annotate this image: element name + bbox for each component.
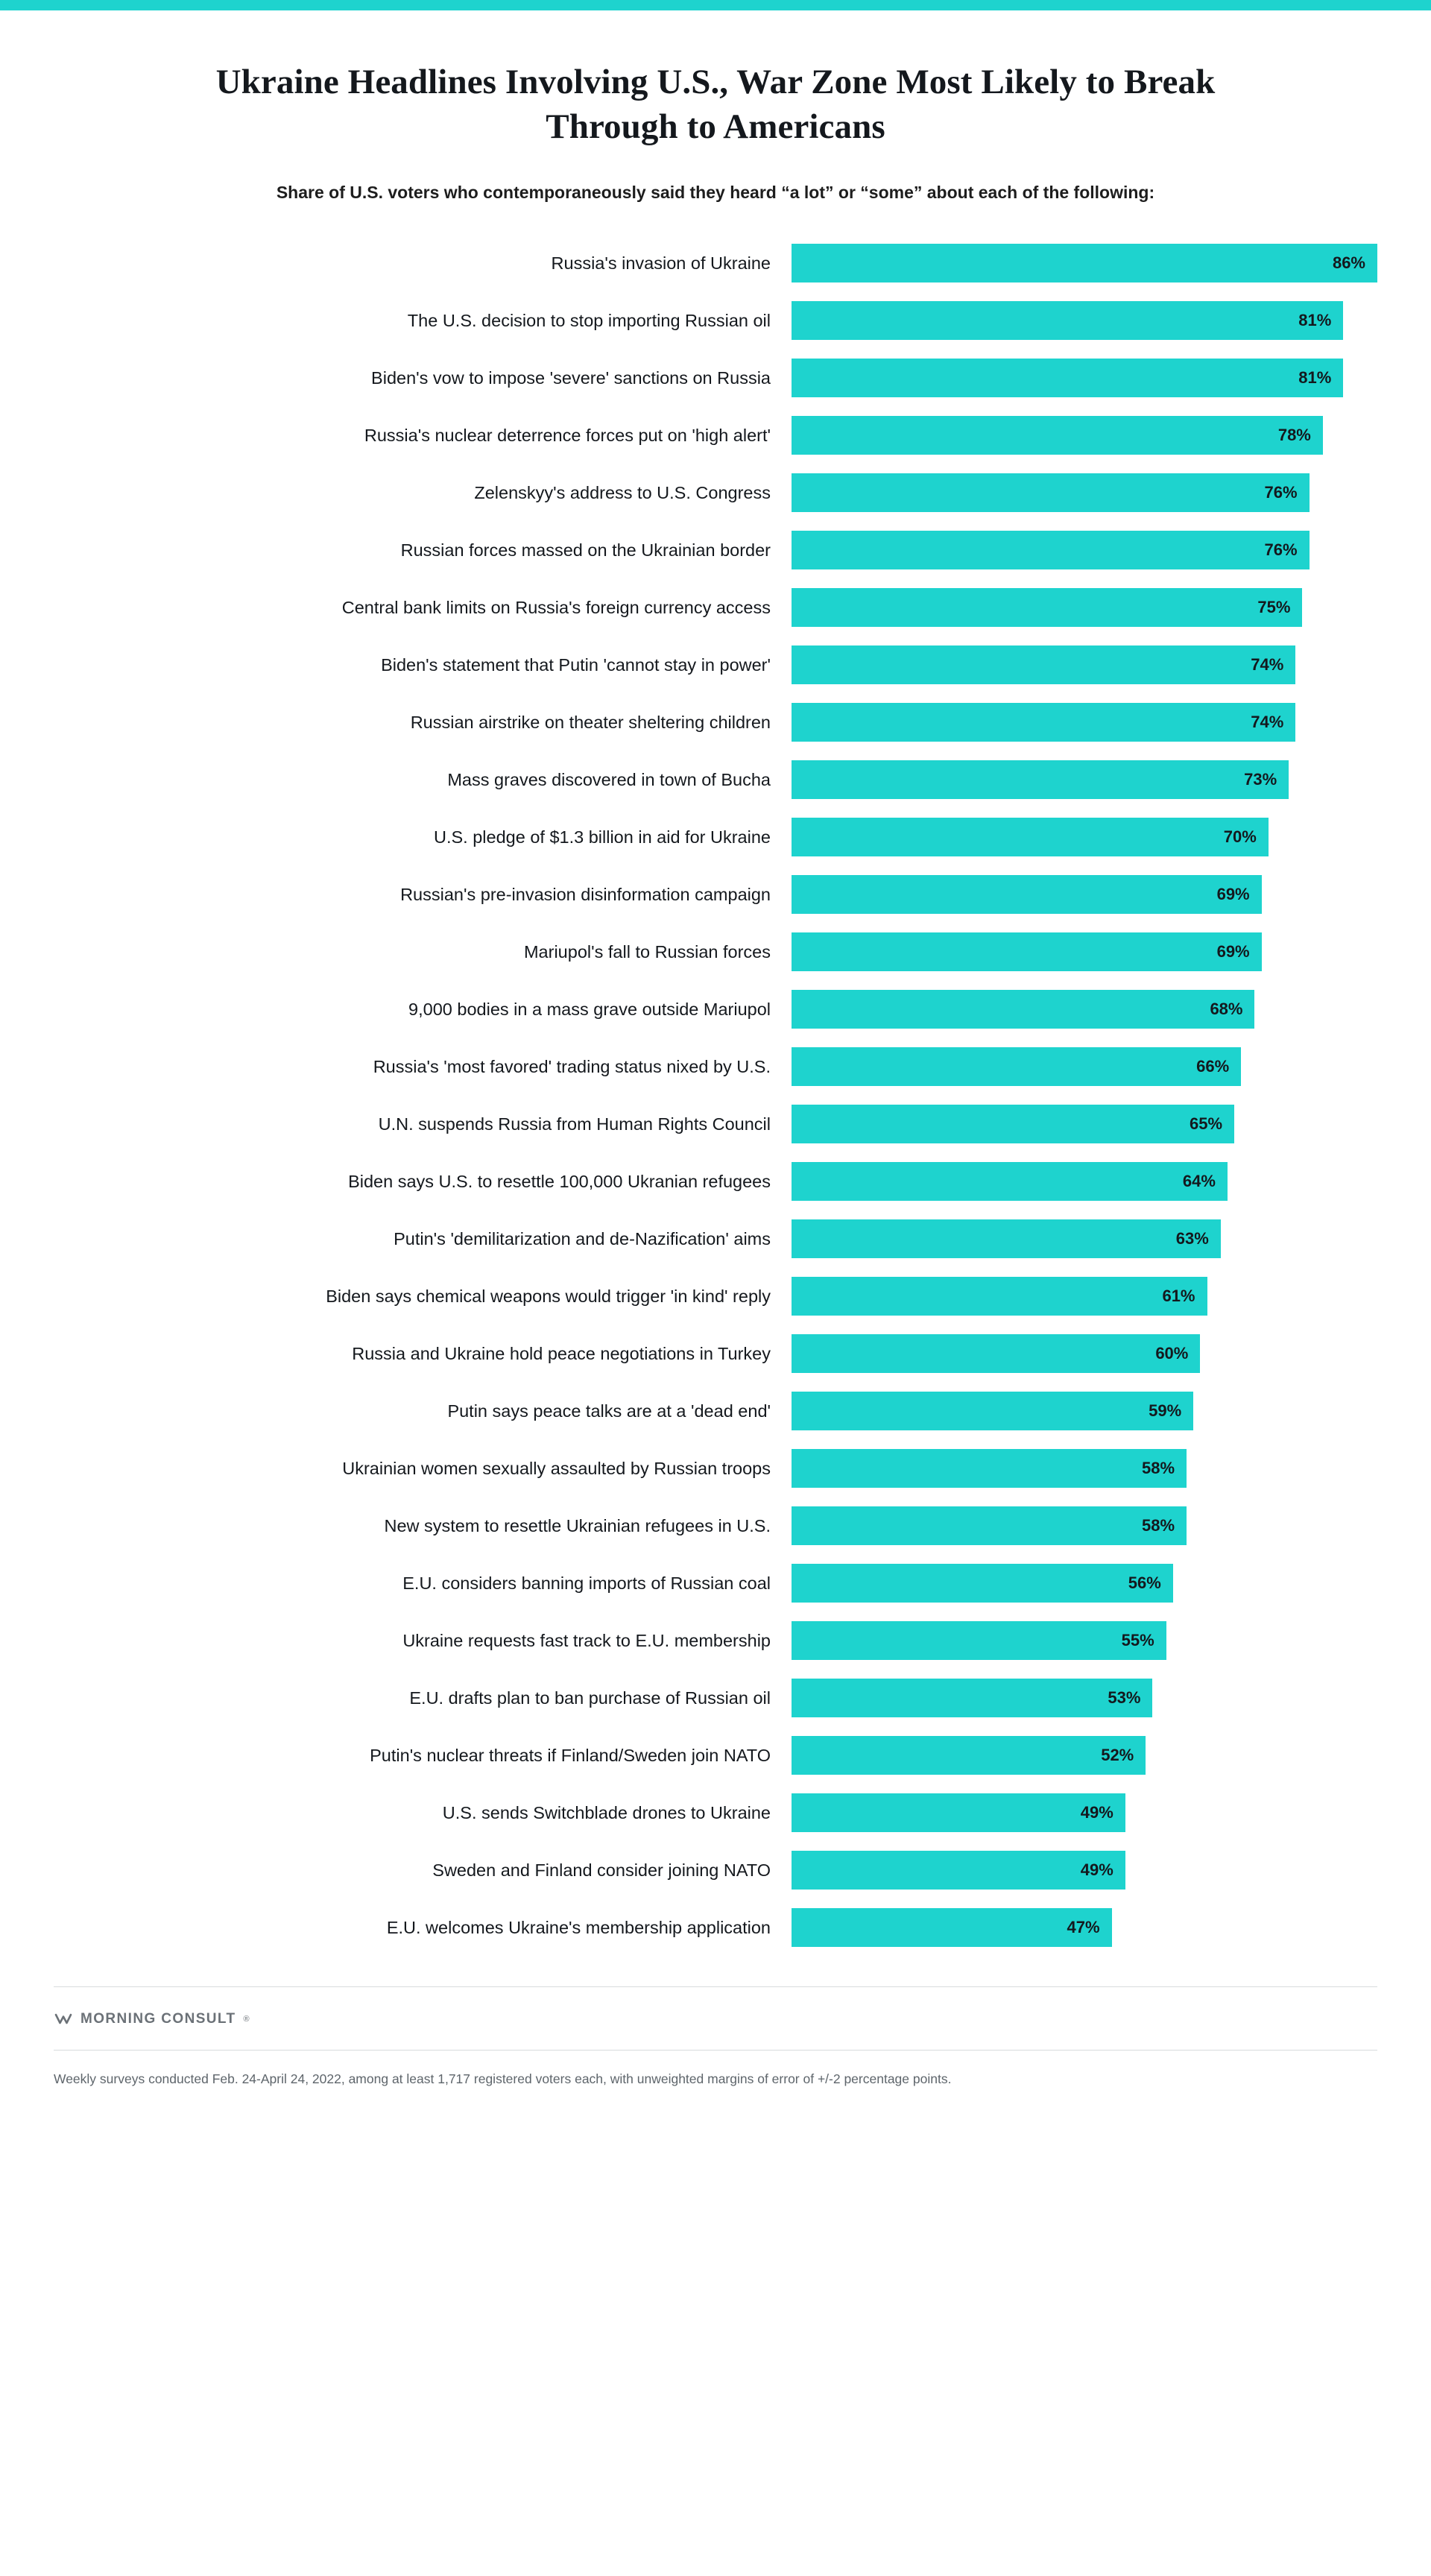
bar-category-label: U.N. suspends Russia from Human Rights Council [378, 1114, 771, 1134]
bar-track [792, 301, 1377, 340]
bar-value-label: 60% [1155, 1344, 1189, 1363]
chart-row [54, 1670, 1377, 1727]
bar-value-label: 74% [1251, 655, 1284, 675]
bar-category-label: Mass graves discovered in town of Bucha [447, 770, 771, 790]
bar-track [792, 244, 1377, 282]
bar [792, 1392, 1193, 1430]
bar [792, 588, 1302, 627]
bar-track [792, 1851, 1377, 1890]
bar-value-label: 70% [1223, 827, 1257, 847]
chart-row [54, 1612, 1377, 1670]
bar-track [792, 1506, 1377, 1545]
bar [792, 1851, 1125, 1890]
bar-track [792, 875, 1377, 914]
chart-row [54, 809, 1377, 866]
bar [792, 1506, 1187, 1545]
top-accent-rule [0, 0, 1431, 10]
bar [792, 244, 1377, 282]
bar-track [792, 818, 1377, 856]
chart-row [54, 235, 1377, 292]
bar-value-label: 65% [1190, 1114, 1223, 1134]
bar [792, 359, 1343, 397]
bar-track [792, 531, 1377, 569]
chart-row [54, 1497, 1377, 1555]
bar-value-label: 47% [1067, 1918, 1100, 1937]
bar-track [792, 1219, 1377, 1258]
bar [792, 301, 1343, 340]
chart-row [54, 981, 1377, 1038]
brand-trademark: ® [243, 2014, 250, 2024]
bar-track [792, 1047, 1377, 1086]
bar-value-label: 76% [1264, 483, 1298, 502]
chart-row [54, 292, 1377, 350]
bar-category-label: The U.S. decision to stop importing Russian oil [407, 311, 771, 331]
bar-value-label: 73% [1244, 770, 1277, 789]
chart-row [54, 866, 1377, 924]
bar [792, 818, 1269, 856]
bar-track [792, 760, 1377, 799]
bar [792, 473, 1310, 512]
bar-category-label: Putin says peace talks are at a 'dead end' [447, 1401, 771, 1421]
bar [792, 990, 1254, 1029]
bar-value-label: 49% [1080, 1860, 1113, 1880]
bar [792, 1334, 1200, 1373]
bar [792, 875, 1262, 914]
bar-category-label: Zelenskyy's address to U.S. Congress [474, 483, 771, 503]
bar-value-label: 74% [1251, 713, 1284, 732]
chart-footer [54, 1986, 1377, 2114]
bar-track [792, 1621, 1377, 1660]
bar-category-label: Mariupol's fall to Russian forces [523, 942, 771, 962]
bar-value-label: 56% [1128, 1573, 1161, 1593]
bar [792, 1219, 1221, 1258]
bar-category-label: Biden's statement that Putin 'cannot stay in power' [381, 655, 771, 675]
bar-category-label: Biden's vow to impose 'severe' sanctions on Russia [371, 368, 771, 388]
bar-category-label: 9,000 bodies in a mass grave outside Mariupol [408, 1000, 771, 1020]
bar [792, 1162, 1228, 1201]
bar-category-label: Putin's nuclear threats if Finland/Sweden join NATO [370, 1746, 771, 1766]
bar [792, 1105, 1234, 1143]
bar-value-label: 75% [1257, 598, 1291, 617]
bar-value-label: 86% [1332, 253, 1365, 273]
chart-row [54, 1038, 1377, 1096]
bar-category-label: Russia's 'most favored' trading status nixed by U.S. [373, 1057, 771, 1077]
bar-category-label: Russian airstrike on theater sheltering children [410, 713, 771, 733]
bar-value-label: 63% [1175, 1229, 1209, 1248]
chart-row [54, 751, 1377, 809]
bar-track [792, 1908, 1377, 1947]
bar [792, 416, 1323, 455]
bar-category-label: New system to resettle Ukrainian refugees in U.S. [384, 1516, 771, 1536]
bar-value-label: 58% [1142, 1459, 1175, 1478]
morning-consult-logo-icon [54, 2010, 73, 2029]
bar [792, 645, 1295, 684]
chart-row [54, 407, 1377, 464]
bar-track [792, 990, 1377, 1029]
chart-row [54, 1784, 1377, 1842]
bar-track [792, 1105, 1377, 1143]
bar-category-label: Putin's 'demilitarization and de-Nazification' aims [394, 1229, 771, 1249]
bar-category-label: E.U. drafts plan to ban purchase of Russian oil [409, 1688, 771, 1708]
chart-row [54, 1096, 1377, 1153]
bar-value-label: 81% [1298, 311, 1332, 330]
bar [792, 932, 1262, 971]
chart-row [54, 464, 1377, 522]
bar [792, 531, 1310, 569]
bar-category-label: Russia's nuclear deterrence forces put on 'high alert' [364, 426, 771, 446]
bar-track [792, 1449, 1377, 1488]
bar-track [792, 359, 1377, 397]
chart-row [54, 1842, 1377, 1899]
bar-category-label: E.U. welcomes Ukraine's membership application [386, 1918, 771, 1938]
bar-value-label: 55% [1121, 1631, 1154, 1650]
chart-row [54, 1383, 1377, 1440]
bar-chart [54, 235, 1377, 1957]
chart-page [0, 60, 1431, 2114]
chart-row [54, 350, 1377, 407]
bar-value-label: 64% [1182, 1172, 1216, 1191]
bar-track [792, 1392, 1377, 1430]
brand-name: MORNING CONSULT [80, 2010, 236, 2027]
chart-row [54, 1727, 1377, 1784]
bar [792, 1449, 1187, 1488]
bar [792, 1564, 1173, 1603]
bar-category-label: E.U. considers banning imports of Russian coal [402, 1573, 771, 1594]
bar-value-label: 68% [1210, 1000, 1243, 1019]
chart-row [54, 924, 1377, 981]
bar-category-label: Ukraine requests fast track to E.U. membership [402, 1631, 771, 1651]
bar-value-label: 53% [1108, 1688, 1141, 1708]
methodology-note: Weekly surveys conducted Feb. 24-April 24, 2022, among at least 1,717 registered voters each, with unweighted margins of error of +/-2 percentage points. [54, 2071, 952, 2086]
bar-value-label: 52% [1101, 1746, 1134, 1765]
bar-value-label: 61% [1162, 1287, 1195, 1306]
bar-value-label: 58% [1142, 1516, 1175, 1535]
bar [792, 1908, 1112, 1947]
bar-category-label: Russia and Ukraine hold peace negotiations in Turkey [352, 1344, 771, 1364]
bar [792, 1793, 1125, 1832]
bar-category-label: Russian forces massed on the Ukrainian border [400, 540, 771, 561]
chart-row [54, 1899, 1377, 1957]
bar-value-label: 69% [1216, 885, 1250, 904]
chart-row [54, 694, 1377, 751]
bar-category-label: U.S. pledge of $1.3 billion in aid for Ukraine [434, 827, 771, 847]
chart-row [54, 1440, 1377, 1497]
bar [792, 1736, 1146, 1775]
bar-category-label: Biden says U.S. to resettle 100,000 Ukranian refugees [348, 1172, 771, 1192]
chart-row [54, 637, 1377, 694]
bar-category-label: U.S. sends Switchblade drones to Ukraine [442, 1803, 771, 1823]
bar-track [792, 1736, 1377, 1775]
bar-value-label: 66% [1196, 1057, 1230, 1076]
chart-row [54, 1555, 1377, 1612]
bar-category-label: Central bank limits on Russia's foreign currency access [341, 598, 771, 618]
bar-category-label: Ukrainian women sexually assaulted by Russian troops [342, 1459, 771, 1479]
bar [792, 1047, 1241, 1086]
page-title: Ukraine Headlines Involving U.S., War Zone Most Likely to Break Through to Americans [215, 63, 1216, 147]
bar [792, 703, 1295, 742]
bar-track [792, 416, 1377, 455]
bar-track [792, 473, 1377, 512]
bar-track [792, 1564, 1377, 1603]
brand-lockup [54, 1987, 1377, 2050]
bar [792, 1679, 1152, 1717]
bar-value-label: 78% [1277, 426, 1311, 445]
bar-track [792, 588, 1377, 627]
bar-value-label: 69% [1216, 942, 1250, 962]
bar-value-label: 76% [1264, 540, 1298, 560]
chart-row [54, 579, 1377, 637]
bar-category-label: Russian's pre-invasion disinformation campaign [400, 885, 771, 905]
bar-track [792, 1162, 1377, 1201]
bar-track [792, 645, 1377, 684]
bar-track [792, 1277, 1377, 1316]
chart-row [54, 1325, 1377, 1383]
bar-track [792, 1793, 1377, 1832]
chart-row [54, 1210, 1377, 1268]
bar-track [792, 703, 1377, 742]
bar-track [792, 1334, 1377, 1373]
bar [792, 1621, 1166, 1660]
chart-row [54, 1268, 1377, 1325]
bar-track [792, 1679, 1377, 1717]
chart-subtitle: Share of U.S. voters who contemporaneously said they heard “a lot” or “some” about each of the following: [276, 183, 1155, 203]
bar [792, 1277, 1207, 1316]
bar-value-label: 81% [1298, 368, 1332, 388]
bar-category-label: Russia's invasion of Ukraine [551, 253, 771, 274]
chart-row [54, 522, 1377, 579]
bar-category-label: Biden says chemical weapons would trigger 'in kind' reply [326, 1287, 771, 1307]
bar-category-label: Sweden and Finland consider joining NATO [432, 1860, 771, 1881]
bar-value-label: 59% [1149, 1401, 1182, 1421]
bar-value-label: 49% [1080, 1803, 1113, 1822]
bar [792, 760, 1289, 799]
chart-row [54, 1153, 1377, 1210]
bar-track [792, 932, 1377, 971]
